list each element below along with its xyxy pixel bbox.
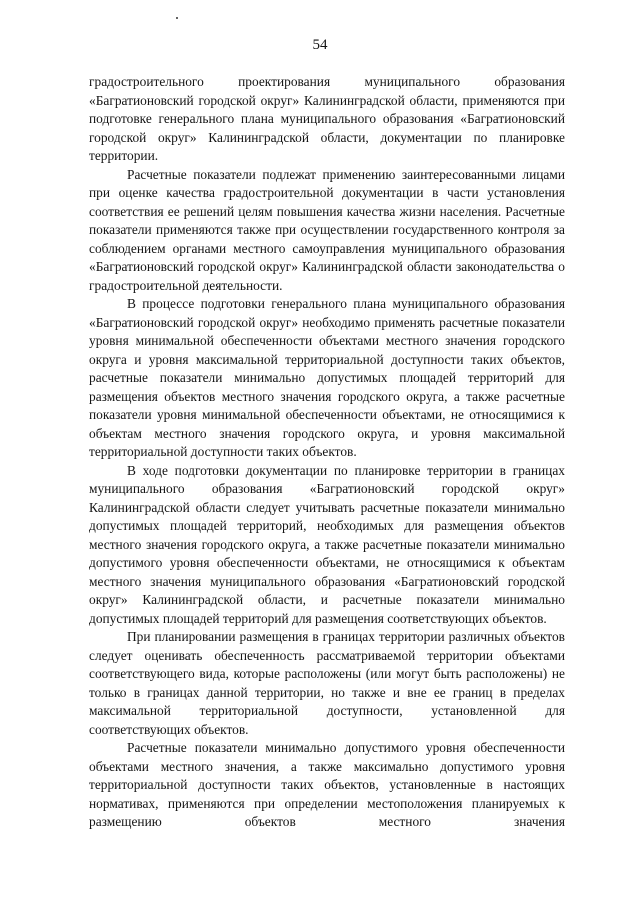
paragraph: В процессе подготовки генерального плана муниципального образования «Багратионовский городской округ» необходимо применять расчетные показатели уровня минимальной обеспеченности объектами местного значения городского округа и уровня максимальной территориальной доступности таких объектов, расчетные показатели минимально допустимых площадей территорий для размещения объектов местного значения городского округа, а также расчетные показатели уровня минимальной обеспеченности объектами, не относящимися к объектам местного значения городского округа, и уровня максимальной территориальной доступности таких объектов. [89,296,565,459]
paragraph: Расчетные показатели подлежат применению заинтересованными лицами при оценке качества градостроительной документации в части установления соответствия ее решений целям повышения качества жизни населения. Расчетные показатели применяются также при осуществлении государственного контроля за соблюдением органами местного самоуправления муниципального образования «Багратионовский городской округ» Калининградской области законодательства о градостроительной деятельности. [89,166,565,293]
page-number: 54 [312,37,328,53]
paragraph: При планировании размещения в границах территории различных объектов следует оценивать обеспеченность рассматриваемой территории объектами соответствующего вида, которые расположены (или могут быть расположены) не только в границах данной территории, но также и вне ее границ в пределах максимальной территориальной доступности, установленной для соответствующих объектов. [89,629,565,737]
scan-speck [176,17,178,19]
paragraph-continuation: градостроительного проектирования муниципального образования «Багратионовский городской округ» Калининградской области, применяются при подготовке генерального плана муниципального образования «Багратионовский городской округ» Калининградской области, документации по планировке территории. [89,74,565,163]
document-body [89,73,565,832]
paragraph: В ходе подготовки документации по планировке территории в границах муниципального образования «Багратионовский городской округ» Калининградской области следует учитывать расчетные показатели минимально допустимых площадей территорий, необходимых для размещения объектов местного значения городского округа, а также расчетные показатели минимально допустимого уровня обеспеченности объектами, не относящимися к объектам местного значения муниципального образования «Багратионовский городской округ» Калининградской области, и расчетные показатели минимально допустимых площадей территорий для размещения соответствующих объектов. [89,462,565,626]
paragraph-continues-next-page: Расчетные показатели минимально допустимого уровня обеспеченности объектами местного значения, а также максимально допустимого уровня территориальной доступности таких объектов, установленные в настоящих нормативах, применяются при определении местоположения планируемых к размещению объектов местного значения [89,740,565,829]
